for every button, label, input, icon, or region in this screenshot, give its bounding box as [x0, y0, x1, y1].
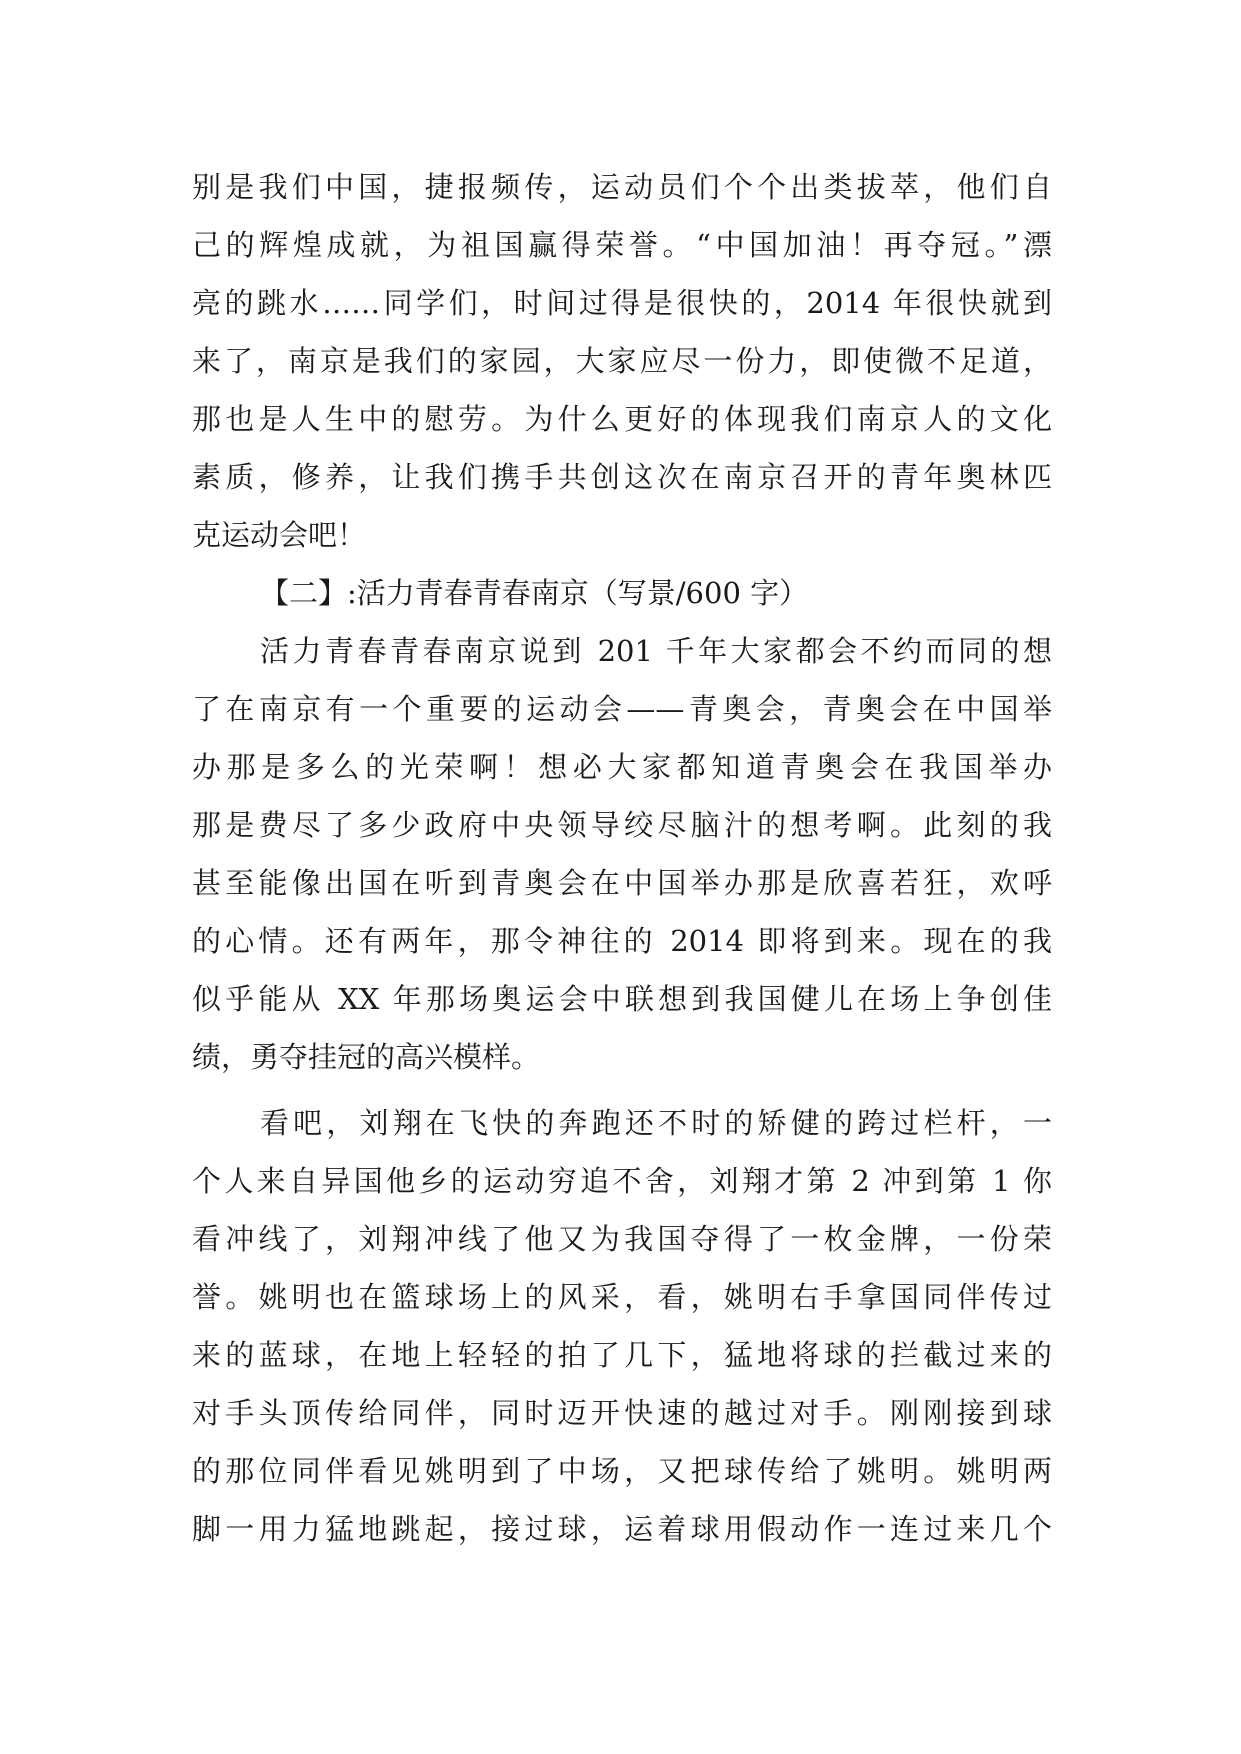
- text-line: 个人来自异国他乡的运动穷追不舍，刘翔才第 2 冲到第 1 你: [192, 1164, 1052, 1198]
- paragraph-3: [192, 1094, 1052, 1558]
- paragraph-gap: [192, 1086, 1052, 1094]
- section-heading: [192, 564, 1052, 622]
- text-line: 来的蓝球，在地上轻轻的拍了几下，猛地将球的拦截过来的: [192, 1338, 1052, 1372]
- text-line: 素质，修养，让我们携手共创这次在南京召开的青年奥林匹: [192, 460, 1052, 494]
- text-line: 别是我们中国，捷报频传，运动员们个个出类拔萃，他们自: [192, 170, 1052, 204]
- text-line: 了在南京有一个重要的运动会——青奥会，青奥会在中国举: [192, 692, 1052, 726]
- text-line: 甚至能像出国在听到青奥会在中国举办那是欣喜若狂，欢呼: [192, 866, 1052, 900]
- text-line: 克运动会吧！: [192, 518, 367, 552]
- text-line: 活力青春青春南京说到 201 千年大家都会不约而同的想: [260, 634, 1052, 668]
- text-line: 似乎能从 XX 年那场奥运会中联想到我国健儿在场上争创佳: [192, 982, 1052, 1016]
- text-line: 对手头顶传给同伴，同时迈开快速的越过对手。刚刚接到球: [192, 1396, 1052, 1430]
- text-line: 誉。姚明也在篮球场上的风采，看，姚明右手拿国同伴传过: [192, 1280, 1052, 1314]
- text-line: 的心情。还有两年，那令神往的 2014 即将到来。现在的我: [192, 924, 1052, 958]
- document-body: [192, 158, 1052, 1558]
- text-line: 那也是人生中的慰劳。为什么更好的体现我们南京人的文化: [192, 402, 1052, 436]
- text-line: 办那是多么的光荣啊！想必大家都知道青奥会在我国举办: [192, 750, 1052, 784]
- heading-line: 【二】:活力青春青春南京（写景/600 字）: [260, 576, 809, 610]
- text-line: 的那位同伴看见姚明到了中场，又把球传给了姚明。姚明两: [192, 1454, 1052, 1488]
- text-line: 脚一用力猛地跳起，接过球，运着球用假动作一连过来几个: [192, 1512, 1052, 1546]
- text-line: 己的辉煌成就，为祖国赢得荣誉。“中国加油！再夺冠。”漂: [192, 228, 1052, 262]
- paragraph-2: [192, 622, 1052, 1086]
- text-line: 来了，南京是我们的家园，大家应尽一份力，即使微不足道，: [192, 344, 1052, 378]
- text-line: 绩，勇夺挂冠的高兴模样。: [192, 1040, 541, 1074]
- text-line: 看冲线了，刘翔冲线了他又为我国夺得了一枚金牌，一份荣: [192, 1222, 1052, 1256]
- text-line: 那是费尽了多少政府中央领导绞尽脑汁的想考啊。此刻的我: [192, 808, 1052, 842]
- text-line: 亮的跳水……同学们，时间过得是很快的，2014 年很快就到: [192, 286, 1052, 320]
- text-line: 看吧，刘翔在飞快的奔跑还不时的矫健的跨过栏杆，一: [260, 1106, 1052, 1140]
- paragraph-1: [192, 158, 1052, 564]
